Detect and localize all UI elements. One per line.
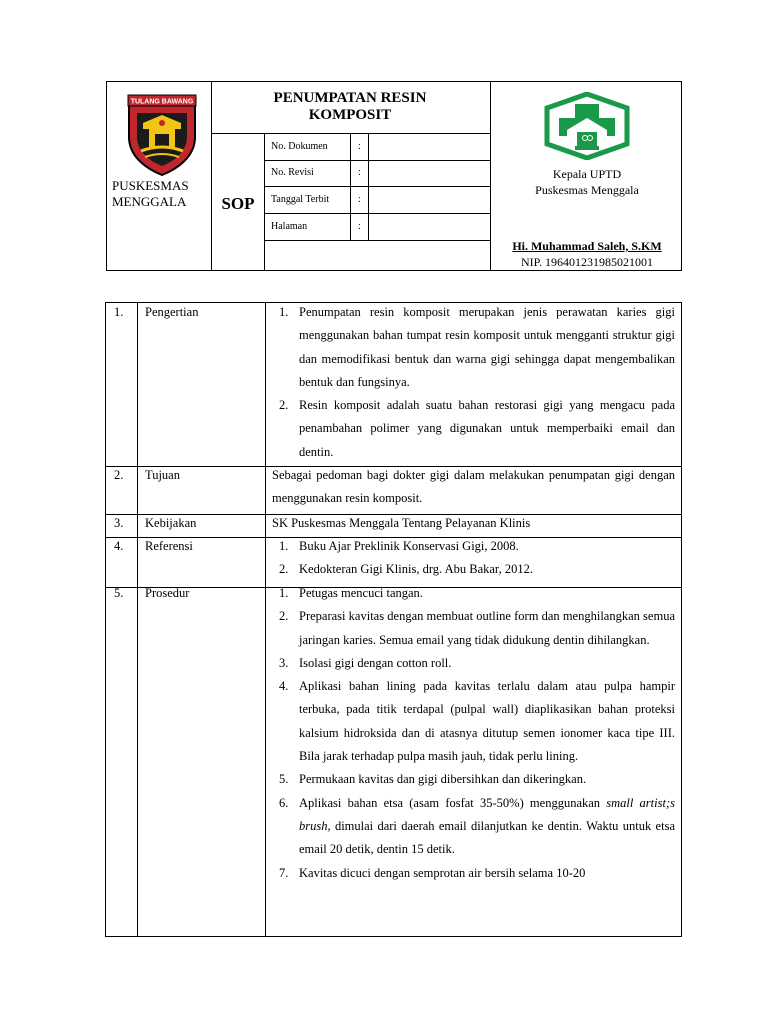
row-number: 3. xyxy=(114,516,124,530)
list-item-text: Aplikasi bahan etsa (asam fosfat 35-50%) menggunakan xyxy=(299,795,607,810)
meta-label-tanggal: Tanggal Terbit xyxy=(271,194,330,205)
referensi-content xyxy=(272,535,675,582)
meta-label-halaman: Halaman xyxy=(271,221,308,232)
meta-colon: : xyxy=(358,141,361,152)
list-item-italic-text: small artist;s brush xyxy=(299,795,675,833)
list-item-text: Kedokteran Gigi Klinis, drg. Abu Bakar, 2012. xyxy=(299,562,533,577)
meta-colon: : xyxy=(358,221,361,232)
divider xyxy=(211,133,490,134)
row-label-prosedur: Prosedur xyxy=(145,586,190,600)
kepala-block xyxy=(491,166,683,198)
title-line-2: KOMPOSIT xyxy=(308,107,392,123)
meta-label-revisi: No. Revisi xyxy=(271,167,314,178)
list-item: 2. Preparasi kavitas dengan membuat outline form dan menghilangkan semua jaringan karies. Semua email yang tidak didukung dentin dihilangkan. xyxy=(279,609,675,647)
list-item: 2. Kedokteran Gigi Klinis, drg. Abu Bakar, 2012. xyxy=(279,562,533,577)
list-item-text: Aplikasi bahan lining pada kavitas terlalu dalam atau pulpa hampir terbuka, pada titik terdapal (pulpal wall) diaplikasikan bahan proteksi kalsium hidroksida dan di atasnya ditutup semen ionomer kaca tipe III. Bila jarak terhadap pulpa masih jauh, tidak perlu lining. xyxy=(299,679,675,764)
divider xyxy=(264,240,490,241)
list-item-text: , dimulai dari daerah email dilanjutkan ke dentin. Waktu untuk etsa email 20 detik, dentin 15 detik. xyxy=(299,818,675,857)
sop-content-table xyxy=(105,302,682,937)
puskesmas-cross-logo xyxy=(541,92,633,160)
list-item: 2. Resin komposit adalah suatu bahan restorasi gigi yang mengacu pada penambahan polimer yang digunakan untuk memperbaiki email dan dentin. xyxy=(279,398,675,459)
list-item-text: Preparasi kavitas dengan membuat outline form dan menghilangkan semua jaringan karies. Semua email yang tidak didukung dentin dihilangkan. xyxy=(299,609,675,647)
meta-colon: : xyxy=(358,167,361,178)
institution-line-2: MENGGALA xyxy=(112,194,187,209)
row-label-pengertian: Pengertian xyxy=(145,305,199,319)
institution-line-1: PUSKESMAS xyxy=(112,178,189,193)
tulang-bawang-logo xyxy=(125,93,199,177)
document-title xyxy=(211,90,489,124)
list-item-text: Petugas mencuci tangan. xyxy=(299,586,423,600)
kepala-line-1: Kepala UPTD xyxy=(552,167,622,181)
list-item: 7. Kavitas dicuci dengan semprotan air bersih selama 10-20 xyxy=(279,865,586,880)
row-number: 1. xyxy=(114,305,124,319)
logo-banner-text: TULANG BAWANG xyxy=(130,98,194,106)
list-item-text: Penumpatan resin komposit merupakan jenis perawatan karies gigi menggunakan bahan tumpat resin komposit untuk mengganti struktur gigi dan memodifikasi bentuk dan warna gigi sehingga dapat mengembalikan bentuk dan fungsinya. xyxy=(299,305,675,389)
kebijakan-content: SK Puskesmas Menggala Tentang Pelayanan Klinis xyxy=(272,516,531,530)
pengertian-content xyxy=(272,302,675,464)
document-header xyxy=(106,81,682,271)
list-item: 6. Aplikasi bahan etsa (asam fosfat 35-50%) menggunakan small artist;s brush, dimulai dari daerah email dilanjutkan ke dentin. Waktu untuk etsa email 20 detik, dentin 15 detik. xyxy=(279,795,675,857)
list-item: 3. Isolasi gigi dengan cotton roll. xyxy=(279,655,452,670)
list-item: 5. Permukaan kavitas dan gigi dibersihkan dan dikeringkan. xyxy=(279,772,587,787)
list-item-text: Buku Ajar Preklinik Konservasi Gigi, 2008. xyxy=(299,539,519,553)
list-item: 4. Aplikasi bahan lining pada kavitas terlalu dalam atau pulpa hampir terbuka, pada titik terdapal (pulpal wall) diaplikasikan bahan proteksi kalsium hidroksida dan di atasnya ditutup semen ionomer kaca tipe III. Bila jarak terhadap pulpa masih jauh, tidak perlu lining. xyxy=(279,679,675,764)
list-item-text: Isolasi gigi dengan cotton roll. xyxy=(299,655,452,670)
row-label-tujuan: Tujuan xyxy=(145,468,180,482)
kepala-line-2: Puskesmas Menggala xyxy=(535,183,639,197)
row-number: 4. xyxy=(114,539,124,553)
list-item-text: Kavitas dicuci dengan semprotan air bersih selama 10-20 xyxy=(299,865,586,880)
list-item: 1. Petugas mencuci tangan. xyxy=(279,586,423,600)
divider xyxy=(264,213,490,214)
title-line-1: PENUMPATAN RESIN xyxy=(273,90,427,106)
divider xyxy=(264,186,490,187)
signer-nip: NIP. 196401231985021001 xyxy=(520,255,653,269)
divider xyxy=(264,160,490,161)
prosedur-content xyxy=(272,582,675,885)
row-label-referensi: Referensi xyxy=(145,539,193,553)
row-label-kebijakan: Kebijakan xyxy=(145,516,197,530)
tujuan-content: Sebagai pedoman bagi dokter gigi dalam melakukan penumpatan gigi dengan menggunakan resin komposit. xyxy=(272,468,675,506)
signer-name-text: Hi. Muhammad Saleh, S.KM xyxy=(512,239,662,253)
row-number: 5. xyxy=(114,586,124,600)
list-item: 1. Buku Ajar Preklinik Konservasi Gigi, 2008. xyxy=(279,539,519,553)
list-item-text: Resin komposit adalah suatu bahan restorasi gigi yang mengacu pada penambahan polimer yang digunakan untuk memperbaiki email dan dentin. xyxy=(299,398,675,459)
divider xyxy=(265,303,266,936)
meta-colon: : xyxy=(358,194,361,205)
list-item-text: Permukaan kavitas dan gigi dibersihkan dan dikeringkan. xyxy=(299,772,587,787)
meta-label-dokumen: No. Dokumen xyxy=(271,141,328,152)
signer-name xyxy=(491,239,683,254)
divider xyxy=(137,303,138,936)
row-number: 2. xyxy=(114,468,124,482)
institution-name xyxy=(112,178,189,210)
sop-label: SOP xyxy=(221,194,255,213)
list-item: 1. Penumpatan resin komposit merupakan jenis perawatan karies gigi menggunakan bahan tumpat resin komposit untuk mengganti struktur gigi dan memodifikasi bentuk dan warna gigi sehingga dapat mengembalikan bentuk dan fungsinya. xyxy=(279,305,675,389)
